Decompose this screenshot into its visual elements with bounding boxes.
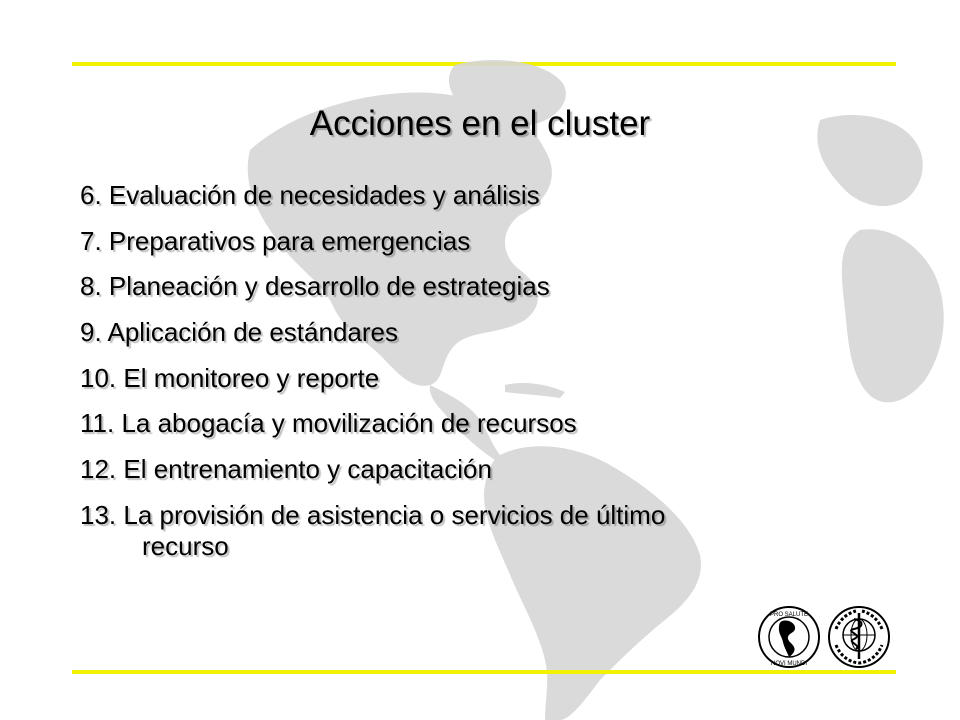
- list-item-text: 10. El monitoreo y reporte: [80, 362, 380, 393]
- paho-text-bottom: NOVI MUNDI: [771, 661, 807, 667]
- list-item: [80, 180, 940, 211]
- list-item-text: 7. Preparativos para emergencias: [80, 225, 471, 256]
- list-item: [80, 408, 940, 439]
- list-item: [80, 226, 940, 257]
- who-emblem: [829, 607, 889, 667]
- action-list: [80, 180, 940, 577]
- list-item: [80, 454, 940, 485]
- list-item-text: 9. Aplicación de estándares: [80, 317, 398, 348]
- list-item: [80, 500, 940, 562]
- list-item: [80, 271, 940, 302]
- list-item-text: 12. El entrenamiento y capacitación: [80, 454, 492, 485]
- logos: [756, 605, 896, 669]
- paho-emblem: [759, 607, 819, 667]
- slide-title: Acciones en el cluster: [309, 104, 651, 143]
- list-item: [80, 363, 940, 394]
- list-item-continuation: recurso: [142, 531, 229, 561]
- bottom-rule: [72, 670, 896, 674]
- paho-text-top: PRO SALUTE: [769, 612, 809, 618]
- list-item-text: 6. Evaluación de necesidades y análisis: [80, 180, 540, 210]
- list-item-text: 13. La provisión de asistencia o servicios de último: [80, 499, 666, 530]
- list-item-text: 11. La abogacía y movilización de recursos: [80, 408, 577, 439]
- list-item-text: 8. Planeación y desarrollo de estrategias: [80, 271, 550, 302]
- list-item: [80, 317, 940, 348]
